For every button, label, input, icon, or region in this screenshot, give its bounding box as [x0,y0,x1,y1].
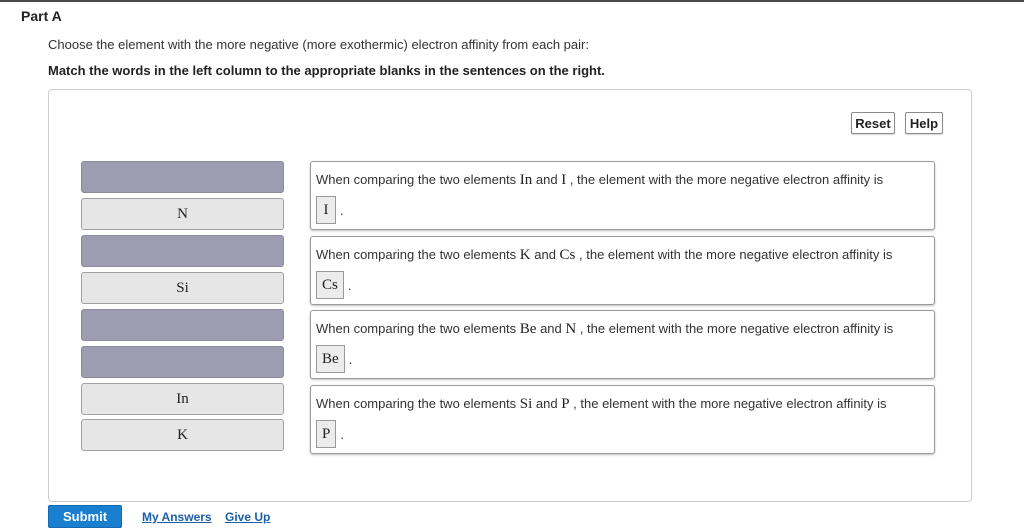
answer-blank-2[interactable]: Cs [316,271,344,299]
sentence-text: When comparing the two elements K and Cs , the element with the more negative electron affinity is [316,247,893,263]
word-tile-n[interactable]: N [81,198,284,230]
word-slot-empty[interactable] [81,346,284,378]
reset-button[interactable]: Reset [851,112,895,134]
word-slot-empty[interactable] [81,161,284,193]
help-button[interactable]: Help [905,112,943,134]
word-slot-empty[interactable] [81,309,284,341]
part-title: Part A [21,8,62,24]
sentence-box-1 [310,161,935,230]
sentence-text: When comparing the two elements Be and N , the element with the more negative electron affinity is [316,321,894,337]
element-name: I [561,172,567,188]
sentence-text: When comparing the two elements In and I , the element with the more negative electron affinity is [316,172,884,188]
sentence-box-4 [310,385,935,454]
answer-row: Cs . [316,271,351,299]
sentence-text: When comparing the two elements Si and P , the element with the more negative electron affinity is [316,396,887,412]
sentence-box-2 [310,236,935,305]
answer-blank-1[interactable]: I [316,196,336,224]
element-name: P [561,396,570,412]
submit-button[interactable]: Submit [48,505,122,528]
my-answers-link[interactable]: My Answers [142,510,212,524]
element-name: N [565,321,577,337]
word-tile-in[interactable]: In [81,383,284,415]
answer-row: Be . [316,345,352,373]
word-slot-empty[interactable] [81,235,284,267]
answer-blank-4[interactable]: P [316,420,336,448]
element-name: Si [519,396,533,412]
element-name: Be [519,321,537,337]
instructions-text: Match the words in the left column to the appropriate blanks in the sentences on the right. [48,63,605,78]
element-name: In [519,172,533,188]
word-tile-si[interactable]: Si [81,272,284,304]
answer-row: I . [316,196,344,224]
answer-row: P . [316,420,344,448]
element-name: Cs [559,247,576,263]
question-text: Choose the element with the more negative (more exothermic) electron affinity from each pair: [48,37,589,52]
sentence-box-3 [310,310,935,379]
answer-blank-3[interactable]: Be [316,345,345,373]
top-divider [0,0,1024,2]
give-up-link[interactable]: Give Up [225,510,271,524]
word-tile-k[interactable]: K [81,419,284,451]
element-name: K [519,247,531,263]
